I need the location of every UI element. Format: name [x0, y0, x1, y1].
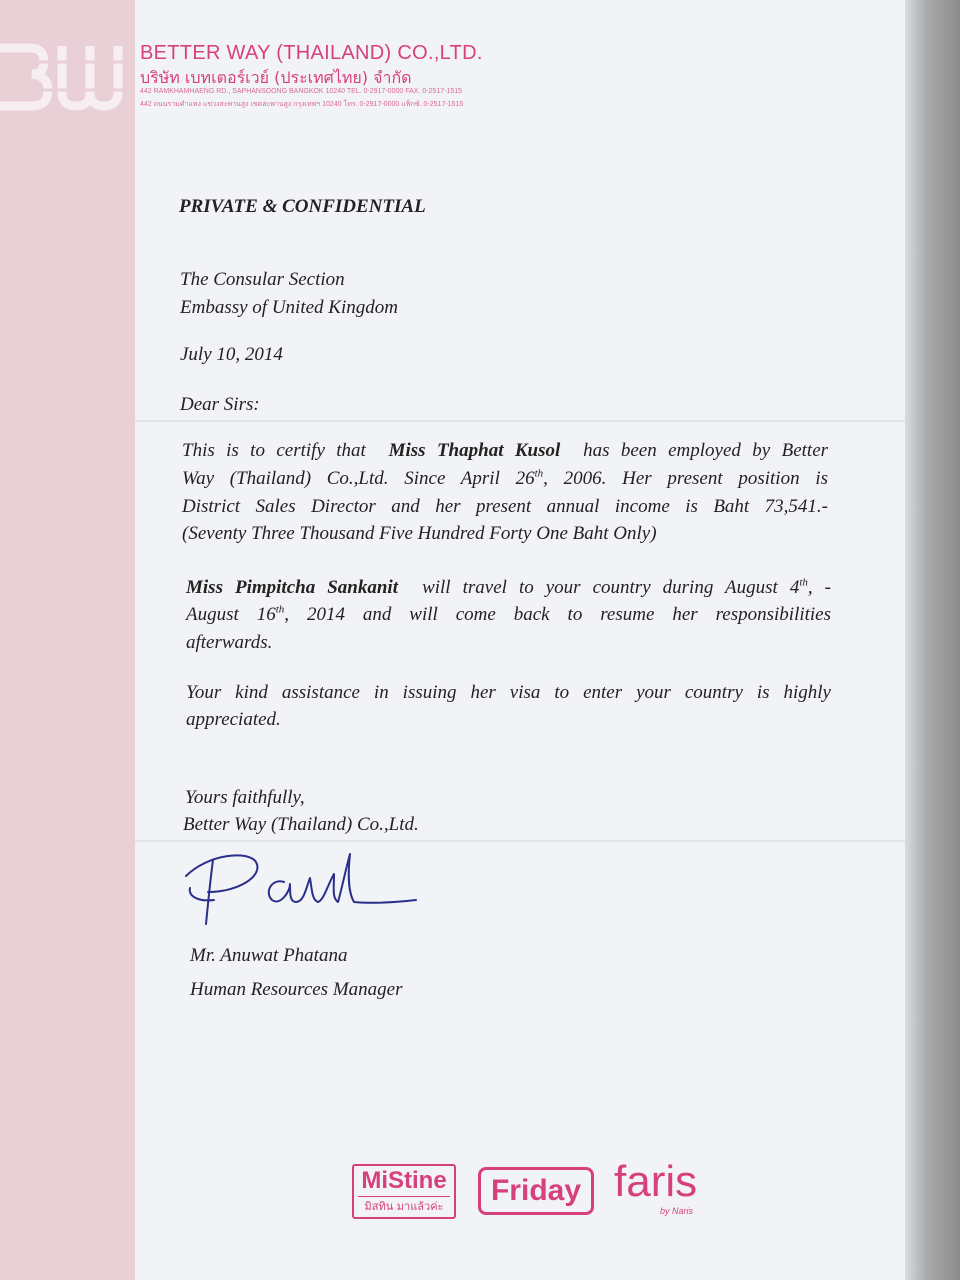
- paragraph-1-line-2: Way (Thailand) Co.,Ltd. Since April 26th, 2006. Her present position is: [182, 467, 828, 489]
- paper-fold-line: [135, 840, 930, 842]
- background-shadow: [905, 0, 960, 1280]
- signatory-name: Mr. Anuwat Phatana: [190, 945, 348, 966]
- company-address-thai: 442 ถนนรามคำแหง แขวงสะพานสูง เขตสะพานสูง กรุงเทพฯ 10240 โทร. 0-2917-0000 แฟ็กซ์. 0-2517-1515: [140, 101, 464, 108]
- paragraph-1-line-4: (Seventy Three Thousand Five Hundred Forty One Baht Only): [182, 523, 657, 544]
- recipient-line: The Consular Section: [180, 269, 345, 290]
- company-address-english: 442 RAMKHAMHAENG RD., SAPHANSOONG BANGKOK 10240 TEL. 0-2917-0000 FAX. 0-2517-1515: [140, 88, 463, 95]
- paper-fold-line: [135, 420, 930, 422]
- letter-date: July 10, 2014: [180, 344, 283, 365]
- paragraph-2-line-1: Miss Pimpitcha Sankanit will travel to your country during August 4th, -: [186, 576, 831, 598]
- paragraph-2-line-3: afterwards.: [186, 632, 273, 653]
- traveler-name: Miss Pimpitcha Sankanit: [186, 577, 398, 598]
- paragraph-2-line-2: August 16th, 2014 and will come back to resume her responsibilities: [186, 603, 832, 625]
- signatory-title: Human Resources Manager: [190, 979, 403, 1000]
- mistine-brand-logo: MiStine มิสทิน มาแล้วค่ะ: [352, 1164, 456, 1219]
- closing-company: Better Way (Thailand) Co.,Ltd.: [183, 814, 419, 835]
- paragraph-1-line-3: District Sales Director and her present annual income is Baht 73,541.-: [182, 496, 828, 517]
- confidential-heading: PRIVATE & CONFIDENTIAL: [179, 196, 426, 217]
- paragraph-1-line-1: This is to certify that Miss Thaphat Kusol has been employed by Better: [182, 440, 829, 461]
- letterhead-side-stripe: [0, 0, 135, 1280]
- paragraph-3-line-1: Your kind assistance in issuing her visa to enter your country is highly: [186, 682, 831, 703]
- faris-brand-sublabel: by Naris: [660, 1206, 694, 1216]
- friday-brand-logo: Friday: [478, 1167, 594, 1215]
- salutation: Dear Sirs:: [180, 394, 260, 415]
- closing: Yours faithfully,: [185, 787, 305, 808]
- company-name: BETTER WAY (THAILAND) CO.,LTD.: [140, 42, 483, 64]
- handwritten-signature: [178, 848, 428, 938]
- company-name-thai: บริษัท เบทเตอร์เวย์ (ประเทศไทย) จำกัด: [140, 68, 412, 87]
- paragraph-3-line-2: appreciated.: [186, 709, 281, 730]
- faris-brand-logo: faris: [614, 1157, 698, 1206]
- recipient-line: Embassy of United Kingdom: [180, 297, 398, 318]
- employee-name: Miss Thaphat Kusol: [388, 440, 561, 461]
- company-logo-icon: [0, 40, 128, 112]
